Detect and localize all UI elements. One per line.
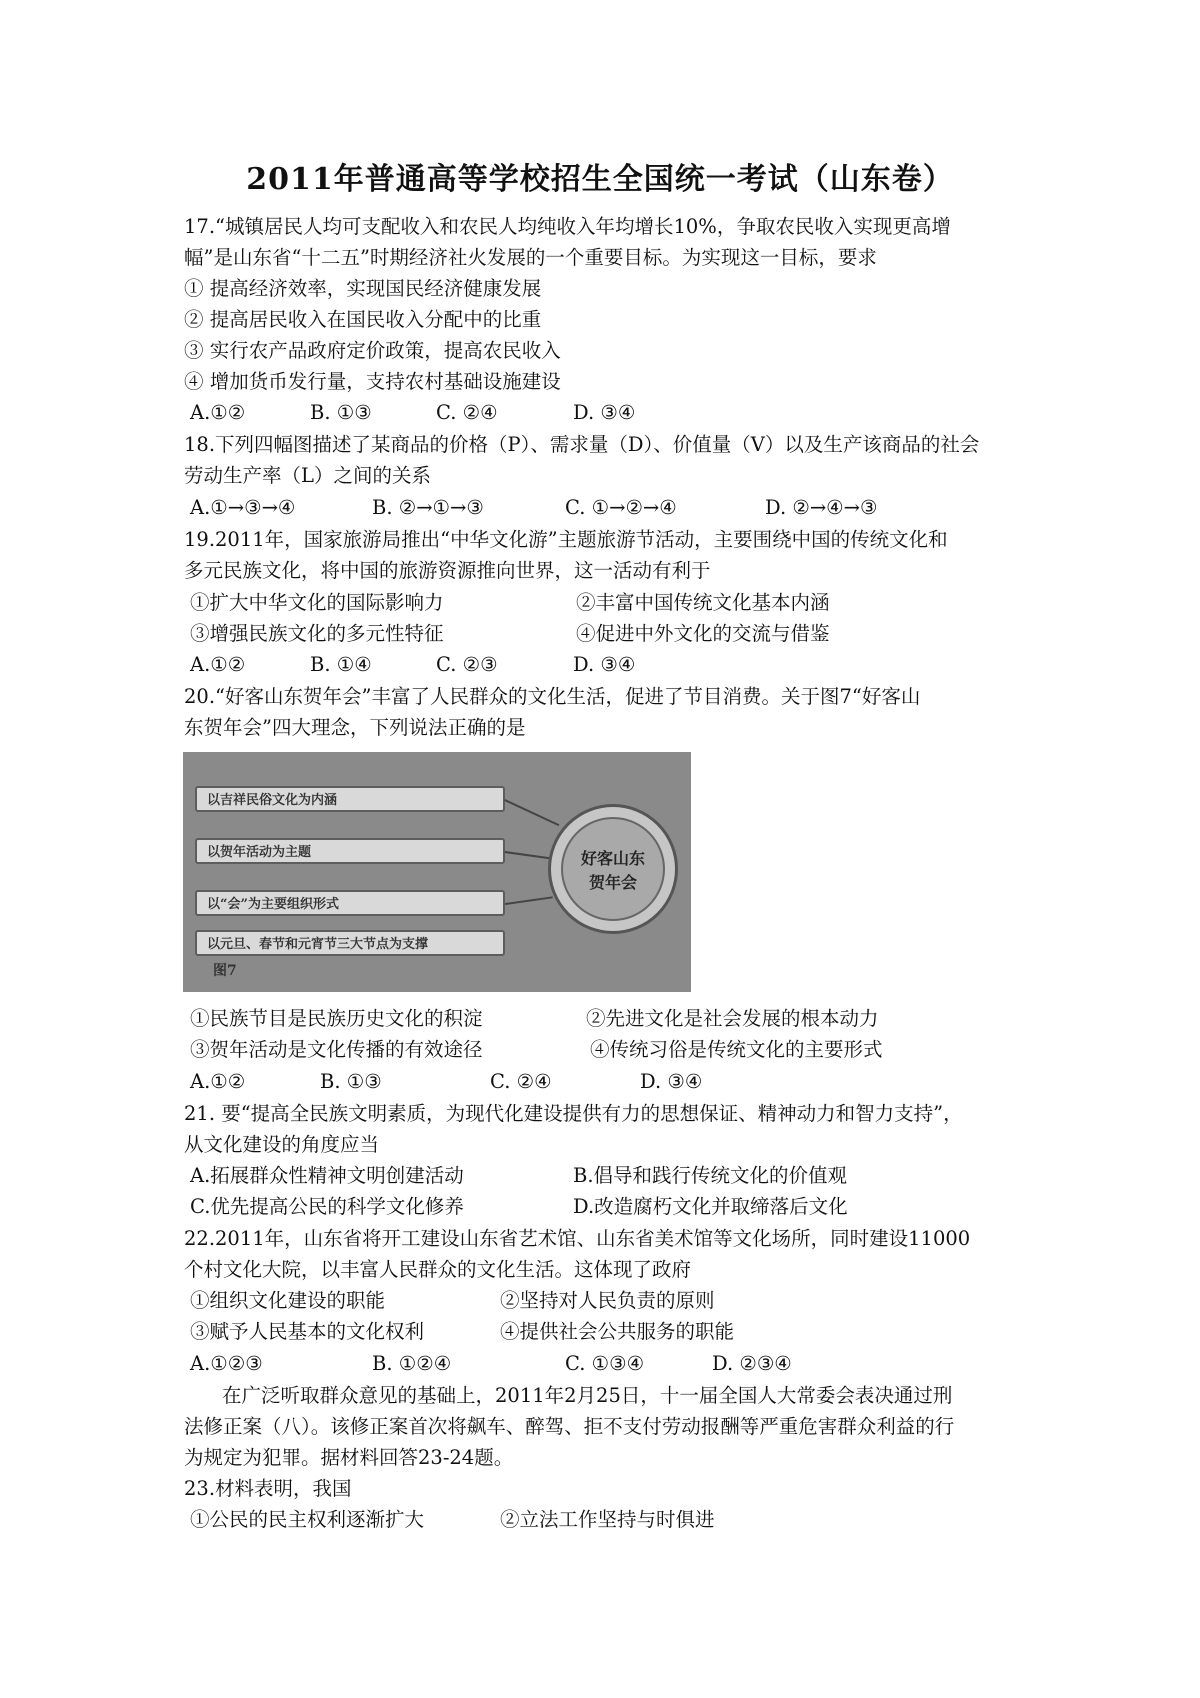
q17-item-3: ③ 实行农产品政府定价政策，提高农民收入 [184,339,561,362]
q17-option-a: A.①② [190,401,246,424]
q22-item-4: ④提供社会公共服务的职能 [500,1320,735,1343]
figure-caption: 图7 [213,963,237,979]
q19-item-2: ②丰富中国传统文化基本内涵 [576,591,830,614]
q17-option-c: C. ②④ [436,401,498,424]
q20-stem-line2: 东贺年会”四大理念，下列说法正确的是 [184,716,526,739]
connector-line [504,799,559,826]
figure-bar-3: 以“会”为主要组织形式 [195,890,505,916]
q22-item-2: ②坚持对人民负责的原则 [500,1289,715,1312]
material-line3: 为规定为犯罪。据材料回答23-24题。 [184,1446,514,1469]
q21-stem-line1: 21. 要“提高全民族文明素质，为现代化建设提供有力的思想保证、精神动力和智力支持”， [184,1102,963,1125]
figure-bar-2: 以贺年活动为主题 [195,838,505,864]
q18-option-b: B. ②→①→③ [372,496,484,519]
q21-option-c: C.优先提高公民的科学文化修养 [190,1195,464,1218]
q20-item-3: ③贺年活动是文化传播的有效途径 [190,1038,483,1061]
q17-option-d: D. ③④ [573,401,636,424]
q22-option-a: A.①②③ [190,1352,263,1375]
q23-stem: 23.材料表明，我国 [184,1477,352,1500]
q18-option-c: C. ①→②→④ [565,496,677,519]
q18-option-d: D. ②→④→③ [765,496,878,519]
q22-stem-line2: 个村文化大院，以丰富人民群众的文化生活。这体现了政府 [184,1258,692,1281]
q17-item-2: ② 提高居民收入在国民收入分配中的比重 [184,308,542,331]
connector-line [505,851,553,860]
q22-item-3: ③赋予人民基本的文化权利 [190,1320,425,1343]
hub-label-line2: 贺年会 [588,873,637,892]
q20-stem-line1: 20.“好客山东贺年会”丰富了人民群众的文化生活，促进了节目消费。关于图7“好客山 [184,685,921,708]
q20-option-d: D. ③④ [640,1070,703,1093]
q19-item-4: ④促进中外文化的交流与借鉴 [576,622,830,645]
q19-option-c: C. ②③ [436,653,498,676]
q19-item-3: ③增强民族文化的多元性特征 [190,622,444,645]
q19-stem-line1: 19.2011年，国家旅游局推出“中华文化游”主题旅游节活动，主要围绕中国的传统文化和 [184,528,948,551]
q20-item-1: ①民族节目是民族历史文化的积淀 [190,1007,483,1030]
q23-item-2: ②立法工作坚持与时俱进 [500,1508,715,1531]
q17-option-b: B. ①③ [310,401,372,424]
figure-bar-4: 以元旦、春节和元宵节三大节点为支撑 [195,930,505,956]
q22-stem-line1: 22.2011年，山东省将开工建设山东省艺术馆、山东省美术馆等文化场所，同时建设11000 [184,1227,971,1250]
q22-item-1: ①组织文化建设的职能 [190,1289,386,1312]
q21-option-d: D.改造腐朽文化并取缔落后文化 [573,1195,848,1218]
q23-item-1: ①公民的民主权利逐渐扩大 [190,1508,425,1531]
figure-7 [183,752,691,992]
connector-line [505,896,553,905]
q22-option-c: C. ①③④ [565,1352,645,1375]
q20-option-a: A.①② [190,1070,246,1093]
hub-label-line1: 好客山东 [580,849,645,868]
q22-option-d: D. ②③④ [712,1352,792,1375]
q17-stem-line2: 幅”是山东省“十二五”时期经济社火发展的一个重要目标。为实现这一目标，要求 [184,246,877,269]
page-title: 2011年普通高等学校招生全国统一考试（山东卷） [246,162,954,197]
q17-item-1: ① 提高经济效率，实现国民经济健康发展 [184,277,542,300]
q19-option-a: A.①② [190,653,246,676]
q18-stem-line1: 18.下列四幅图描述了某商品的价格（P）、需求量（D）、价值量（V）以及生产该商品的社会 [184,433,980,456]
q17-stem-line1: 17.“城镇居民人均可支配收入和农民人均纯收入年均增长10%，争取农民收入实现更高增 [184,215,951,238]
q20-option-c: C. ②④ [490,1070,552,1093]
material-line2: 法修正案（八）。该修正案首次将飙车、醉驾、拒不支付劳动报酬等严重危害群众利益的行 [184,1415,955,1438]
q20-item-2: ②先进文化是社会发展的根本动力 [586,1007,879,1030]
q19-option-d: D. ③④ [573,653,636,676]
q20-item-4: ④传统习俗是传统文化的主要形式 [590,1038,883,1061]
q19-option-b: B. ①④ [310,653,372,676]
material-line1: 在广泛听取群众意见的基础上，2011年2月25日，十一届全国人大常委会表决通过刑 [222,1384,953,1407]
q22-option-b: B. ①②④ [372,1352,452,1375]
q21-option-b: B.倡导和践行传统文化的价值观 [573,1164,848,1187]
q17-item-4: ④ 增加货币发行量，支持农村基础设施建设 [184,370,561,393]
q21-option-a: A.拓展群众性精神文明创建活动 [190,1164,464,1187]
q18-option-a: A.①→③→④ [190,496,296,519]
hub-circle [561,817,665,921]
figure-bar-1: 以吉祥民俗文化为内涵 [195,786,505,812]
q18-stem-line2: 劳动生产率（L）之间的关系 [184,464,431,487]
q20-option-b: B. ①③ [320,1070,382,1093]
q21-stem-line2: 从文化建设的角度应当 [184,1133,380,1156]
q19-stem-line2: 多元民族文化，将中国的旅游资源推向世界，这一活动有利于 [184,559,711,582]
q19-item-1: ①扩大中华文化的国际影响力 [190,591,444,614]
